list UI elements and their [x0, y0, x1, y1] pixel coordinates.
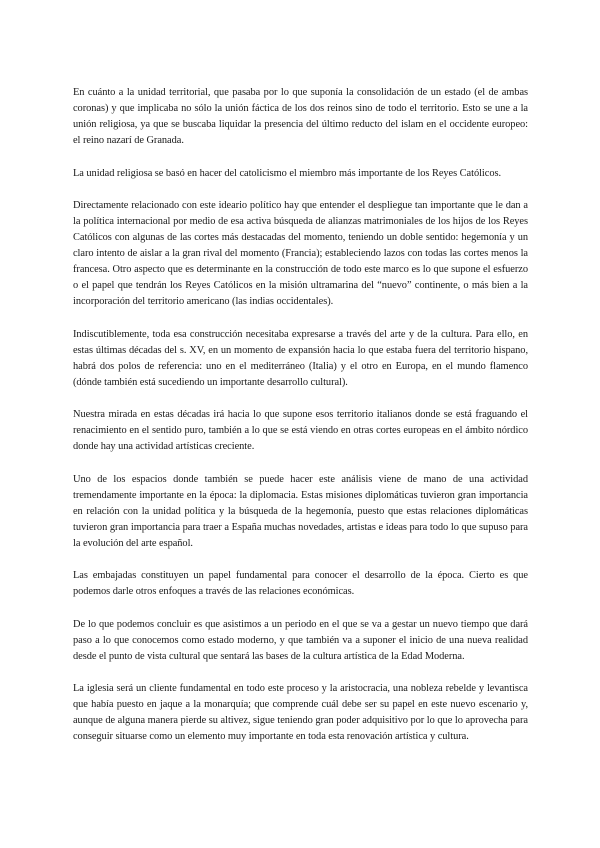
- paragraph-3: Directamente relacionado con este ideario político hay que entender el despliegue tan importante que le dan a la política internacional por medio de esa activa búsqueda de alianzas matrimoniales de los hijos de los Reyes Católicos con algunas de las cortes más destacadas del momento, teniendo un doble sentido: hegemonía y un claro intento de aislar a la gran rival del momento (Francia); estableciendo lazos con todas las cortes menos la francesa. Otro aspecto que es determinante en la construcción de todo este marco es lo que supone el esfuerzo o el papel que tendrán los Reyes Católicos en la misión ultramarina del “nuevo” continente, o más bien a la incorporación del territorio americano (las indias occidentales).: [73, 200, 528, 307]
- paragraph-5: Nuestra mirada en estas décadas irá hacia lo que supone esos territorio italianos donde se está fraguando el renacimiento en el sentido puro, también a lo que se está viendo en otras cortes europeas en el ámbito nórdico donde hay una actividad artísticas creciente.: [73, 409, 528, 452]
- document-body: [73, 85, 528, 762]
- paragraph-4: Indiscutiblemente, toda esa construcción necesitaba expresarse a través del arte y de la cultura. Para ello, en estas últimas décadas del s. XV, en un momento de expansión hacia lo que estaba fuera del territorio hispano, habrá dos polos de referencia: uno en el mediterráneo (Italia) y el otro en Europa, en el mundo flamenco (dónde también está sucediendo un importante desarrollo cultural).: [73, 328, 528, 388]
- paragraph-8: De lo que podemos concluir es que asistimos a un periodo en el que se va a gestar un nuevo tiempo que dará paso a lo que conocemos como estado moderno, y que también va a suponer el inicio de una nueva realidad desde el punto de vista cultural que sentará las bases de la cultura artística de la Edad Moderna.: [73, 618, 528, 662]
- paragraph-9: La iglesia será un cliente fundamental en todo este proceso y la aristocracia, una nobleza rebelde y levantisca que había puesto en jaque a la monarquía; que comprende cuál debe ser su papel en este nuevo escenario y, aunque de alguna manera pierde su altivez, sigue teniendo gran poder adquisitivo por lo que lo aprovecha para conseguir situarse como un elemento muy importante en toda esta renovación artística y cultura.: [73, 683, 528, 742]
- paragraph-2: La unidad religiosa se basó en hacer del catolicismo el miembro más importante de los Reyes Católicos.: [73, 167, 502, 179]
- paragraph-7: Las embajadas constituyen un papel fundamental para conocer el desarrollo de la época. Cierto es que podemos darle otros enfoques a través de las relaciones económicas.: [73, 570, 528, 597]
- paragraph-6: Uno de los espacios donde también se puede hacer este análisis viene de mano de una actividad tremendamente importante en la época: la diplomacia. Estas misiones diplomáticas tuvieron gran importancia en relación con la unidad política y la búsqueda de la hegemonía, puesto que estas relaciones diplomáticas tuvieron gran importancia para traer a España muchas novedades, artistas e ideas para todo lo que supuso para la evolución del arte español.: [73, 473, 528, 549]
- paragraph-1: En cuánto a la unidad territorial, que pasaba por lo que suponía la consolidación de un estado (el de ambas coronas) y que implicaba no sólo la unión fáctica de los dos reinos sino de todo el territorio. Esto se une a la unión religiosa, ya que se buscaba liquidar la presencia del último reducto del islam en el occidente europeo: el reino nazarí de Granada.: [73, 87, 528, 146]
